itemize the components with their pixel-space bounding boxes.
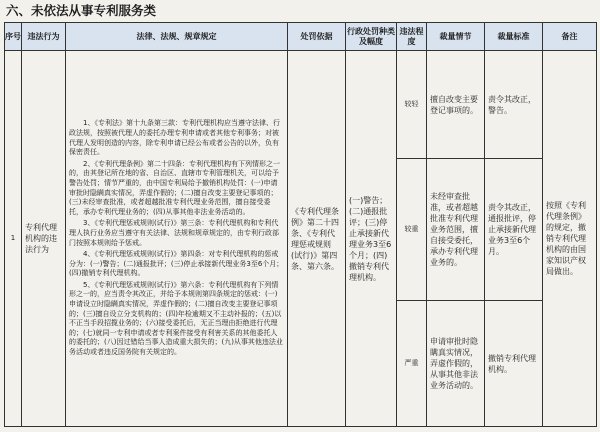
circumstance-severe: 申请审批时隐瞒真实情况，弄虚作假的，从事其他非法业务活动的。 — [427, 301, 485, 427]
header-degree: 违法程度 — [397, 23, 427, 51]
seq-cell: 1 — [5, 51, 22, 427]
law-paragraph-4: 4、《专利代理惩戒规则(试行)》第四条：对专利代理机构的惩戒分为：(一)警告；(二)通报批评；(三)停止承接新代理业务3至6个月；(四)撤销专利代理机构。 — [69, 250, 284, 278]
header-law: 法律、法规、规章规定 — [66, 23, 288, 51]
penalty-standards-table — [4, 22, 597, 427]
header-penalty: 行政处罚种类及幅度 — [346, 23, 397, 51]
table-row — [5, 51, 597, 159]
header-row — [5, 23, 597, 51]
circumstance-heavy: 未经审查批准，或者超越批准专利代理业务范围，擅自接受委托，承办专利代理业务的。 — [427, 159, 485, 301]
standard-light: 责令其改正，警告。 — [485, 51, 543, 159]
law-paragraph-5: 5、《专利代理惩戒规则(试行)》第六条：专利代理机构有下列情形之一的，应当责令其改正，并给予本规则第四条规定的惩戒：(一)申请设立时隐瞒真实情况，弄虚作假的；(二)擅自改变主要登记事项的；(三)擅自设立分支机构的；(四)年检逾期又不主动补报的；(五)以不正当手段招揽业务的；(六)接受委托后，无正当理由拒绝进行代理的；(七)就同一专利申请或者专利案件接受有利害关系的其他委托人的委托的；(八)因过错给当事人造成重大损失的；(九)从事其他违法业务活动或者违反国务院有关规定的。 — [69, 280, 283, 357]
standard-heavy: 责令其改正，通报批评，停止承接新代理业务3至6个月。 — [485, 159, 543, 301]
remark-cell: 按照《专利代理条例》的规定，撤销专利代理机构的由国家知识产权局做出。 — [543, 51, 597, 427]
degree-light: 较轻 — [397, 51, 427, 159]
degree-heavy: 较重 — [397, 159, 427, 301]
penalty-cell: (一)警告；(二)通报批评；(三)停止承接新代理业务3至6个月；(四)撤销专利代理机构。 — [346, 51, 397, 427]
header-basis: 处罚依据 — [288, 23, 346, 51]
header-standard: 裁量标准 — [485, 23, 543, 51]
law-paragraph-3: 3、《专利代理惩戒规则(试行)》第三条：专利代理机构和专利代理人执行业务应当遵守有关法律、法规和规章规定的，由专利行政部门按照本规则给予惩戒。 — [69, 219, 279, 247]
circumstance-light: 擅自改变主要登记事项的。 — [427, 51, 485, 159]
header-remark: 备注 — [543, 23, 597, 51]
degree-severe: 严重 — [397, 301, 427, 427]
header-seq: 序号 — [5, 23, 22, 51]
law-paragraph-2: 2、《专利代理条例》第二十四条：专利代理机构有下列情形之一的，由其登记所在地的省、自治区、直辖市专利管理机关，可以给予警告处罚；情节严重的，由中国专利局给予撤销机构处罚：(一)申请审批时隐瞒真实情况，弄虚作假的；(二)擅自改变主要登记事项的；(三)未经审查批准，或者超越批准专利代理业务范围，擅自接受委托，承办专利代理业务的；(四)从事其他非法业务活动的。 — [69, 159, 280, 216]
header-behavior: 违法行为 — [22, 23, 66, 51]
basis-cell: 《专利代理条例》第二十四条、《专利代理惩戒规则(试行)》第四条、第六条。 — [288, 51, 346, 427]
law-paragraph-1: 1、《专利法》第十九条第三款：专利代理机构应当遵守法律、行政法规，按照被代理人的委托办理专利申请或者其他专利事务；对被代理人发明创造的内容，除专利申请已经公布或者公告的以外，负有保密责任。 — [69, 119, 280, 157]
section-title: 六、未依法从事专利服务类 — [6, 3, 157, 18]
behavior-cell: 专利代理机构的违法行为 — [22, 51, 66, 427]
law-cell — [66, 51, 288, 427]
standard-severe: 撤销专利代理机构。 — [485, 301, 543, 427]
header-circumstance: 裁量情节 — [427, 23, 485, 51]
